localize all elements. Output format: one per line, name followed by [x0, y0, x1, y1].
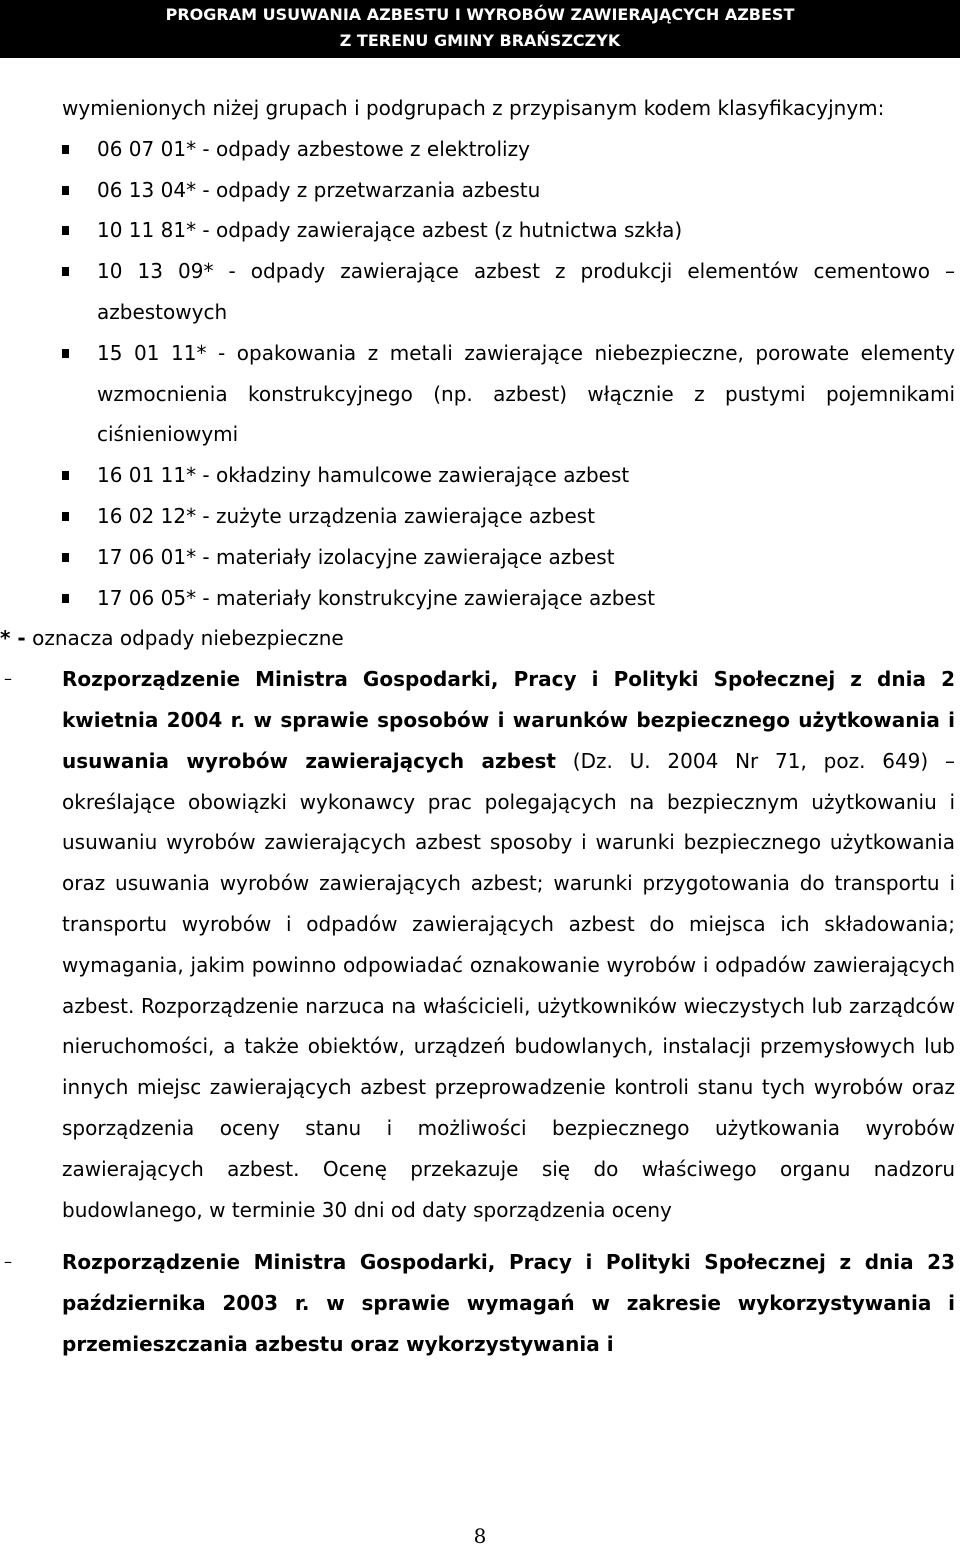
header-title-line1: PROGRAM USUWANIA AZBESTU I WYROBÓW ZAWIERAJĄCYCH AZBEST [165, 5, 795, 24]
waste-code-list [62, 129, 955, 619]
page-number: 8 [473, 1524, 487, 1548]
list-item [62, 578, 955, 619]
list-item [62, 170, 955, 211]
square-bullet-icon [62, 512, 69, 521]
square-bullet-icon [62, 553, 69, 562]
hazard-note [0, 618, 955, 659]
regulation-body: (Dz. U. 2004 Nr 71, poz. 649) – określające obowiązki wykonawcy prac polegających na bezpiecznym użytkowaniu i usuwaniu wyrobów zawierających azbest sposoby i warunki bezpiecznego użytkowania oraz usuwania wyrobów zawierających azbest; warunki przygotowania do transportu i transportu wyrobów i odpadów zawierających azbest do miejsca ich składowania; wymagania, jakim powinno odpowiadać oznakowanie wyrobów i odpadów zawierających azbest. Rozporządzenie narzuca na właścicieli, użytkowników wieczystych lub zarządców nieruchomości, a także obiektów, urządzeń budowlanych, instalacji przemysłowych lub innych miejsc zawierających azbest przeprowadzenie kontroli stanu tych wyrobów oraz sporządzenia oceny stanu i możliwości bezpiecznego użytkowania wyrobów zawierających azbest. Ocenę przekazuje się do właściwego organu nadzoru budowlanego, w terminie 30 dni od daty sporządzenia oceny [62, 748, 955, 1222]
list-item [62, 129, 955, 170]
dash-marker-icon: – [4, 669, 12, 689]
square-bullet-icon [62, 349, 69, 358]
list-item-text: 16 01 11* - okładziny hamulcowe zawierające azbest [97, 463, 630, 488]
list-item [62, 537, 955, 578]
note-text: oznacza odpady niebezpieczne [25, 626, 344, 651]
square-bullet-icon [62, 267, 69, 276]
list-item [62, 333, 955, 455]
running-header [0, 0, 960, 58]
square-bullet-icon [62, 594, 69, 603]
header-title-line2: Z TERENU GMINY BRAŃSZCZYK [339, 31, 621, 50]
list-item [62, 455, 955, 496]
dash-marker-icon: – [4, 1252, 12, 1272]
note-marker: * - [0, 626, 26, 651]
list-item-text: 17 06 01* - materiały izolacyjne zawierające azbest [97, 544, 615, 569]
square-bullet-icon [62, 226, 69, 235]
list-item [62, 496, 955, 537]
list-item-text: 06 07 01* - odpady azbestowe z elektrolizy [97, 136, 530, 161]
document-body [0, 88, 955, 1365]
list-item-text: 10 13 09* - odpady zawierające azbest z produkcji elementów cementowo – azbestowych [97, 259, 955, 324]
regulation-title: Rozporządzenie Ministra Gospodarki, Pracy i Polityki Społecznej z dnia 2 kwietnia 2004 r. w sprawie sposobów i warunków bezpiecznego użytkowania i usuwania wyrobów zawierających azbest [62, 667, 955, 773]
list-item-text: 16 02 12* - zużyte urządzenia zawierające azbest [97, 503, 595, 528]
list-item-text: 06 13 04* - odpady z przetwarzania azbestu [97, 177, 541, 202]
list-item [62, 251, 955, 333]
list-item-text: 17 06 05* - materiały konstrukcyjne zawierające azbest [97, 585, 655, 610]
regulation-title: Rozporządzenie Ministra Gospodarki, Pracy i Polityki Społecznej z dnia 23 października 2003 r. w sprawie wymagań w zakresie wykorzystywania i przemieszczania azbestu oraz wykorzystywania i [62, 1250, 955, 1356]
list-item-text: 10 11 81* - odpady zawierające azbest (z hutnictwa szkła) [97, 218, 683, 243]
square-bullet-icon [62, 471, 69, 480]
square-bullet-icon [62, 145, 69, 154]
regulation-paragraph-1 [4, 659, 955, 1230]
list-item-text: 15 01 11* - opakowania z metali zawierające niebezpieczne, porowate elementy wzmocnienia konstrukcyjnego (np. azbest) włącznie z pustymi pojemnikami ciśnieniowymi [97, 340, 955, 447]
intro-paragraph: wymienionych niżej grupach i podgrupach z przypisanym kodem klasyfikacyjnym: [62, 96, 885, 120]
list-item [62, 210, 955, 251]
square-bullet-icon [62, 186, 69, 195]
regulation-paragraph-2 [4, 1242, 955, 1364]
